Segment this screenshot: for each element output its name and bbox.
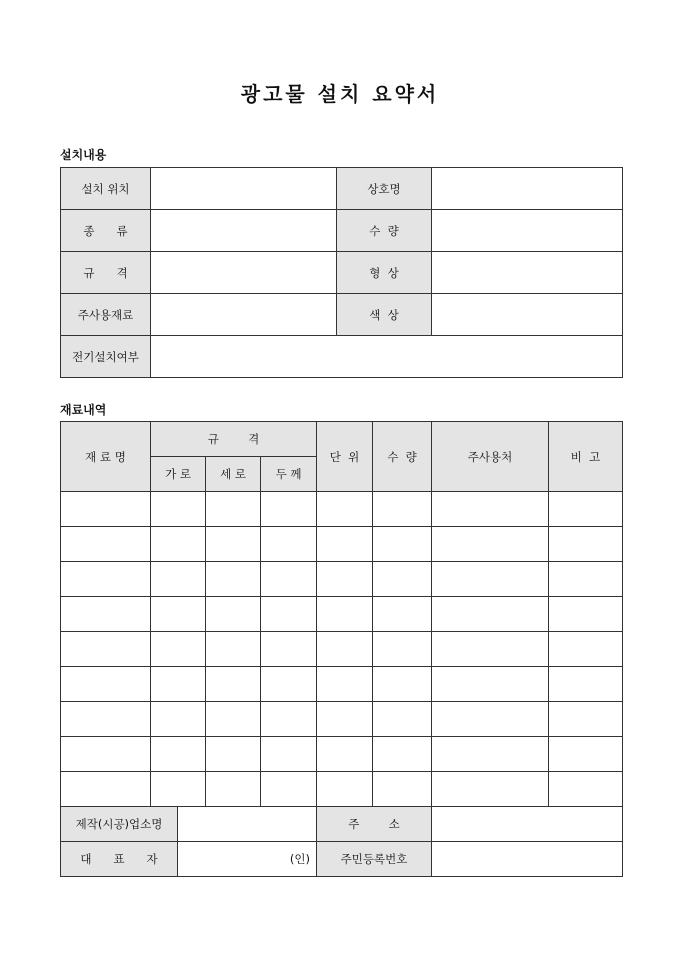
install-info-table (60, 167, 623, 378)
field-kind[interactable] (151, 210, 337, 252)
cell[interactable] (261, 667, 317, 702)
header-quantity: 수 량 (373, 422, 432, 492)
cell[interactable] (317, 737, 373, 772)
cell[interactable] (373, 772, 432, 807)
cell[interactable] (206, 562, 261, 597)
header-unit: 단 위 (317, 422, 373, 492)
cell[interactable] (549, 597, 623, 632)
cell[interactable] (151, 527, 206, 562)
table-row (61, 772, 623, 807)
cell[interactable] (61, 527, 151, 562)
cell[interactable] (432, 702, 549, 737)
table-row (61, 702, 623, 737)
cell[interactable] (61, 737, 151, 772)
header-usage: 주사용처 (432, 422, 549, 492)
cell[interactable] (549, 737, 623, 772)
cell[interactable] (151, 562, 206, 597)
cell[interactable] (61, 632, 151, 667)
table-row (61, 632, 623, 667)
header-spec: 규 격 (151, 422, 317, 457)
materials-table (60, 421, 623, 807)
cell[interactable] (549, 492, 623, 527)
field-location[interactable] (151, 168, 337, 210)
label-maker: 제작(시공)업소명 (61, 807, 178, 842)
table-row (61, 737, 623, 772)
cell[interactable] (432, 737, 549, 772)
cell[interactable] (432, 632, 549, 667)
cell[interactable] (151, 667, 206, 702)
cell[interactable] (151, 597, 206, 632)
field-trade-name[interactable] (432, 168, 623, 210)
cell[interactable] (317, 597, 373, 632)
label-quantity: 수 량 (337, 210, 432, 252)
cell[interactable] (549, 632, 623, 667)
field-main-material[interactable] (151, 294, 337, 336)
header-note: 비 고 (549, 422, 623, 492)
cell[interactable] (317, 562, 373, 597)
cell[interactable] (151, 737, 206, 772)
cell[interactable] (206, 492, 261, 527)
label-resident-no: 주민등록번호 (317, 842, 432, 877)
cell[interactable] (317, 667, 373, 702)
table-row (61, 597, 623, 632)
cell[interactable] (373, 667, 432, 702)
cell[interactable] (317, 492, 373, 527)
cell[interactable] (373, 632, 432, 667)
cell[interactable] (373, 527, 432, 562)
label-address: 주 소 (317, 807, 432, 842)
cell[interactable] (261, 562, 317, 597)
field-quantity[interactable] (432, 210, 623, 252)
cell[interactable] (432, 492, 549, 527)
cell[interactable] (373, 492, 432, 527)
cell[interactable] (61, 702, 151, 737)
label-electric: 전기설치여부 (61, 336, 151, 378)
cell[interactable] (151, 702, 206, 737)
cell[interactable] (151, 772, 206, 807)
field-maker[interactable] (178, 807, 317, 842)
field-representative[interactable] (178, 842, 317, 877)
cell[interactable] (206, 597, 261, 632)
field-resident-no[interactable] (432, 842, 623, 877)
section-heading-materials: 재료내역 (60, 403, 107, 417)
cell[interactable] (317, 702, 373, 737)
cell[interactable] (261, 702, 317, 737)
cell[interactable] (373, 597, 432, 632)
cell[interactable] (549, 527, 623, 562)
cell[interactable] (151, 632, 206, 667)
label-color: 색 상 (337, 294, 432, 336)
cell[interactable] (261, 772, 317, 807)
cell[interactable] (206, 737, 261, 772)
cell[interactable] (61, 667, 151, 702)
cell[interactable] (432, 562, 549, 597)
label-location: 설치 위치 (61, 168, 151, 210)
cell[interactable] (61, 597, 151, 632)
cell[interactable] (317, 772, 373, 807)
cell[interactable] (373, 702, 432, 737)
cell[interactable] (261, 632, 317, 667)
cell[interactable] (261, 597, 317, 632)
cell[interactable] (432, 772, 549, 807)
header-thickness: 두 께 (261, 457, 317, 492)
cell[interactable] (151, 492, 206, 527)
field-spec[interactable] (151, 252, 337, 294)
cell[interactable] (549, 702, 623, 737)
cell[interactable] (261, 737, 317, 772)
cell[interactable] (206, 667, 261, 702)
cell[interactable] (61, 772, 151, 807)
label-main-material: 주사용재료 (61, 294, 151, 336)
page-title: 광고물 설치 요약서 (240, 82, 440, 106)
cell[interactable] (549, 772, 623, 807)
cell[interactable] (432, 667, 549, 702)
label-spec: 규 격 (61, 252, 151, 294)
cell[interactable] (373, 562, 432, 597)
maker-info-table (60, 806, 623, 877)
cell[interactable] (261, 492, 317, 527)
table-row (61, 492, 623, 527)
label-trade-name: 상호명 (337, 168, 432, 210)
table-row (61, 667, 623, 702)
field-address[interactable] (432, 807, 623, 842)
cell[interactable] (317, 527, 373, 562)
table-row (61, 527, 623, 562)
header-height: 세 로 (206, 457, 261, 492)
cell[interactable] (206, 772, 261, 807)
header-material-name: 재 료 명 (61, 422, 151, 492)
cell[interactable] (432, 527, 549, 562)
cell[interactable] (317, 632, 373, 667)
cell[interactable] (206, 702, 261, 737)
label-kind: 종 류 (61, 210, 151, 252)
label-shape: 형 상 (337, 252, 432, 294)
field-electric[interactable] (151, 336, 623, 378)
header-width: 가 로 (151, 457, 206, 492)
field-shape[interactable] (432, 252, 623, 294)
cell[interactable] (549, 667, 623, 702)
field-color[interactable] (432, 294, 623, 336)
cell[interactable] (61, 492, 151, 527)
cell[interactable] (206, 632, 261, 667)
label-representative: 대 표 자 (61, 842, 178, 877)
cell[interactable] (549, 562, 623, 597)
cell[interactable] (432, 597, 549, 632)
cell[interactable] (61, 562, 151, 597)
seal-mark: (인) (289, 852, 310, 866)
cell[interactable] (373, 737, 432, 772)
cell[interactable] (261, 527, 317, 562)
cell[interactable] (206, 527, 261, 562)
table-row (61, 562, 623, 597)
section-heading-install: 설치내용 (60, 148, 107, 162)
